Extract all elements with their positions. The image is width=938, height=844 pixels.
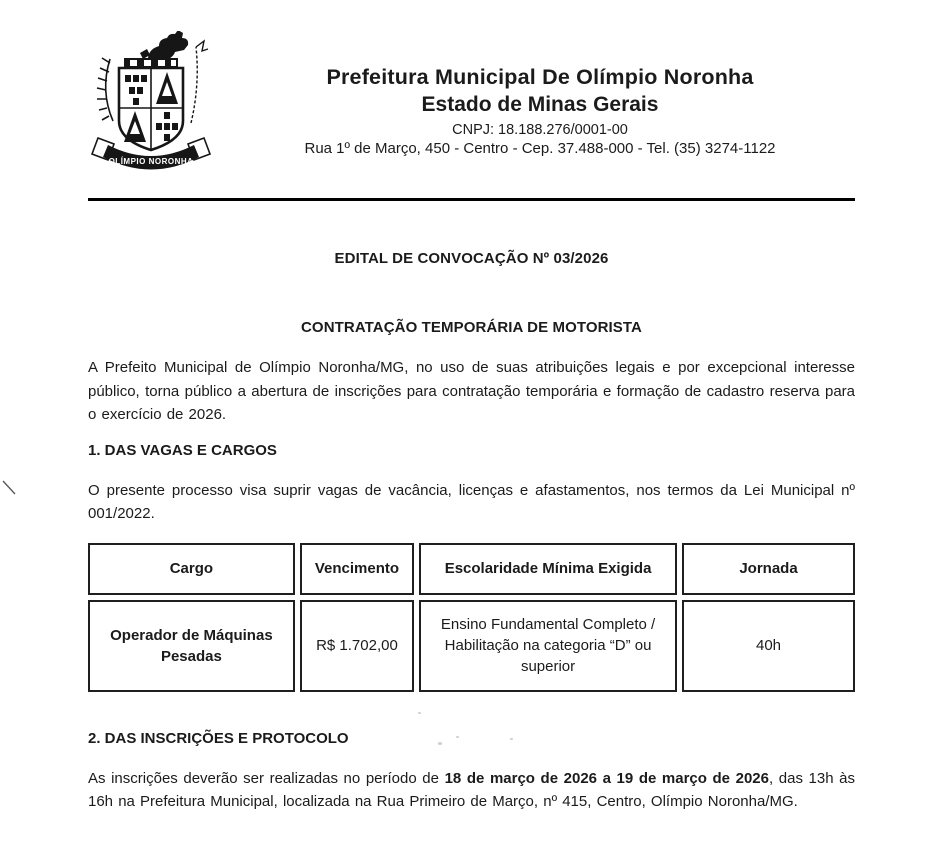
scan-speck	[456, 736, 459, 738]
vacancy-table	[83, 538, 860, 697]
cell-vencimento: R$ 1.702,00	[300, 600, 414, 692]
inscricoes-dates-bold: 18 de março de 2026 a 19 de março de 2026	[444, 769, 769, 787]
inscricoes-text-end: , das 13h às 16h na Prefeitura Municipal, localizada na Rua Primeiro de Março, nº 415, Centro, Olímpio Noronha/MG.	[88, 769, 855, 810]
letterhead	[0, 0, 938, 198]
cell-cargo: Operador de Máquinas Pesadas	[88, 600, 295, 692]
vacancy-table-row	[88, 600, 855, 692]
letterhead-text	[240, 64, 840, 158]
subject-heading: CONTRATAÇÃO TEMPORÁRIA DE MOTORISTA	[301, 319, 642, 336]
crest-staff-icon	[191, 41, 208, 123]
cell-escolaridade: Ensino Fundamental Completo / Habilitação na categoria “D” ou superior	[419, 600, 677, 692]
edital-heading: EDITAL DE CONVOCAÇÃO Nº 03/2026	[334, 250, 609, 267]
column-header-vencimento: Vencimento	[300, 543, 414, 595]
state-subtitle: Estado de Minas Gerais	[421, 93, 659, 116]
section-1-heading: 1. DAS VAGAS E CARGOS	[88, 441, 277, 459]
section-2-paragraph	[88, 767, 855, 814]
cnpj-line: CNPJ: 18.188.276/0001-00	[452, 122, 628, 138]
letterhead-divider	[88, 198, 855, 201]
column-header-jornada: Jornada	[682, 543, 855, 595]
cell-jornada: 40h	[682, 600, 855, 692]
intro-paragraph: A Prefeito Municipal de Olímpio Noronha/MG, no uso de suas atribuições legais e por excepcional interesse público, torna público a abertura de inscrições para contratação temporária e formação de cadastro reserva para o exercício de 2026.	[88, 359, 855, 423]
scan-speck	[438, 742, 442, 745]
vacancy-table-header-row	[88, 543, 855, 595]
municipal-coat-of-arms-icon	[88, 31, 214, 187]
document-body	[0, 250, 938, 814]
stray-scan-mark	[2, 479, 18, 497]
column-header-cargo: Cargo	[88, 543, 295, 595]
column-header-escolaridade: Escolaridade Mínima Exigida	[419, 543, 677, 595]
inscricoes-text-start: As inscrições deverão ser realizadas no período de	[88, 769, 445, 787]
scan-speck	[510, 738, 513, 740]
crest-torse	[124, 58, 178, 68]
crest-shield	[119, 68, 183, 150]
crest-banner-text: OLÍMPIO NORONHA	[108, 157, 194, 166]
scan-speck	[418, 712, 421, 714]
crest-branch-icon	[97, 58, 113, 121]
section-2-heading: 2. DAS INSCRIÇÕES E PROTOCOLO	[88, 729, 349, 747]
address-line: Rua 1º de Março, 450 - Centro - Cep. 37.488-000 - Tel. (35) 3274-1122	[304, 140, 776, 157]
municipality-title: Prefeitura Municipal De Olímpio Noronha	[326, 65, 754, 89]
section-1-paragraph: O presente processo visa suprir vagas de vacância, licenças e afastamentos, nos termos da Lei Municipal nº 001/2022.	[88, 481, 855, 522]
crest-lion-icon	[140, 31, 188, 61]
